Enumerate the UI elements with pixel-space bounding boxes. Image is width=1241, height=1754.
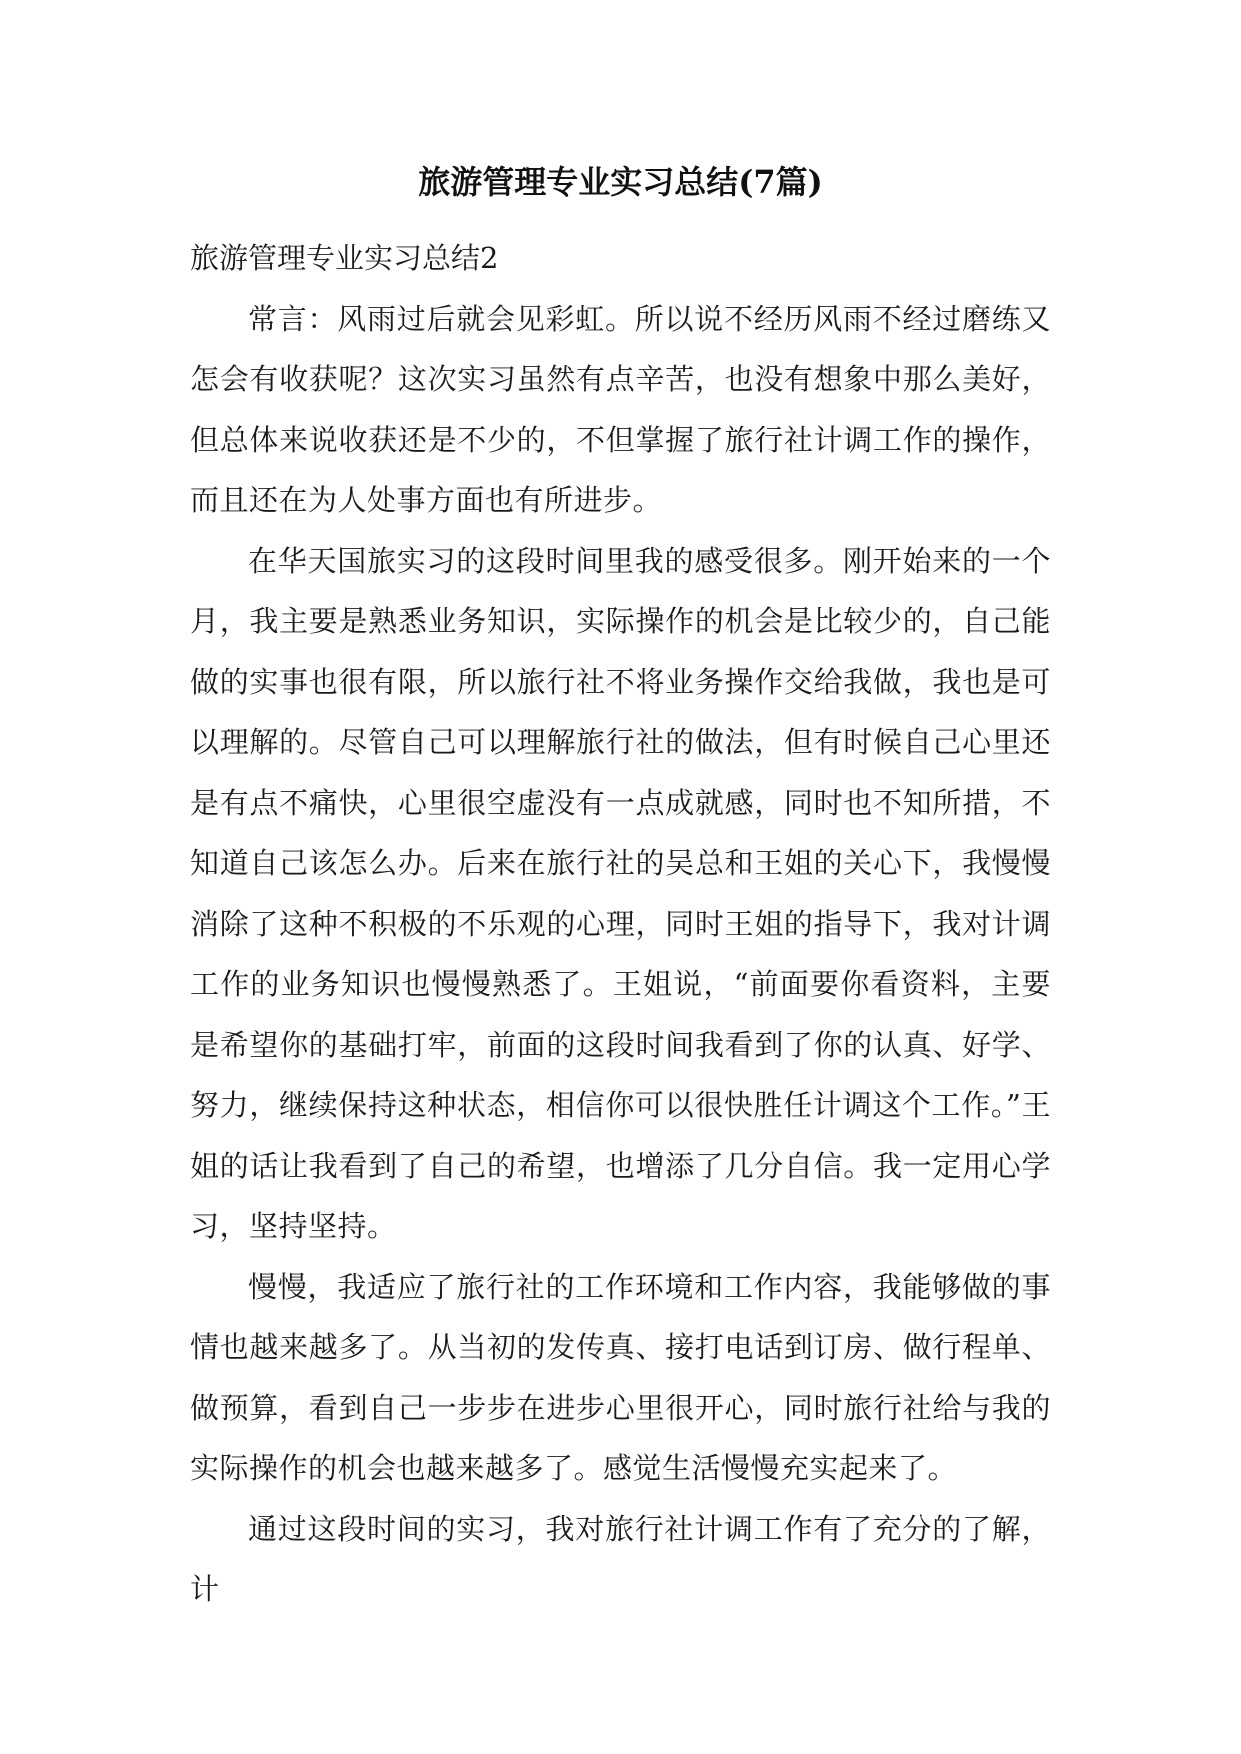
section-subtitle: 旅游管理专业实习总结2 (190, 241, 499, 275)
paragraph-4: 通过这段时间的实习，我对旅行社计调工作有了充分的了解，计 (190, 1511, 1051, 1606)
document-body (190, 228, 1051, 1620)
document-title: 旅游管理专业实习总结(7篇) (418, 163, 823, 201)
paragraph-2: 在华天国旅实习的这段时间里我的感受很多。刚开始来的一个月，我主要是熟悉业务知识，实际操作的机会是比较少的，自己能做的实事也很有限，所以旅行社不将业务操作交给我做，我也是可以理解的。尽管自己可以理解旅行社的做法，但有时候自己心里还是有点不痛快，心里很空虚没有一点成就感，同时也不知所措，不知道自己该怎么办。后来在旅行社的吴总和王姐的关心下，我慢慢消除了这种不积极的不乐观的心理，同时王姐的指导下，我对计调工作的业务知识也慢慢熟悉了。王姐说，“前面要你看资料，主要是希望你的基础打牢，前面的这段时间我看到了你的认真、好学、努力，继续保持这种状态，相信你可以很快胜任计调这个工作。”王姐的话让我看到了自己的希望，也增添了几分自信。我一定用心学习，坚持坚持。 (190, 543, 1051, 1243)
paragraph-3: 慢慢，我适应了旅行社的工作环境和工作内容，我能够做的事情也越来越多了。从当初的发传真、接打电话到订房、做行程单、做预算，看到自己一步步在进步心里很开心，同时旅行社给与我的实际操作的机会也越来越多了。感觉生活慢慢充实起来了。 (190, 1269, 1051, 1485)
paragraph-1: 常言：风雨过后就会见彩虹。所以说不经历风雨不经过磨练又怎会有收获呢？这次实习虽然有点辛苦，也没有想象中那么美好，但总体来说收获还是不少的，不但掌握了旅行社计调工作的操作，而且还在为人处事方面也有所进步。 (190, 301, 1051, 517)
